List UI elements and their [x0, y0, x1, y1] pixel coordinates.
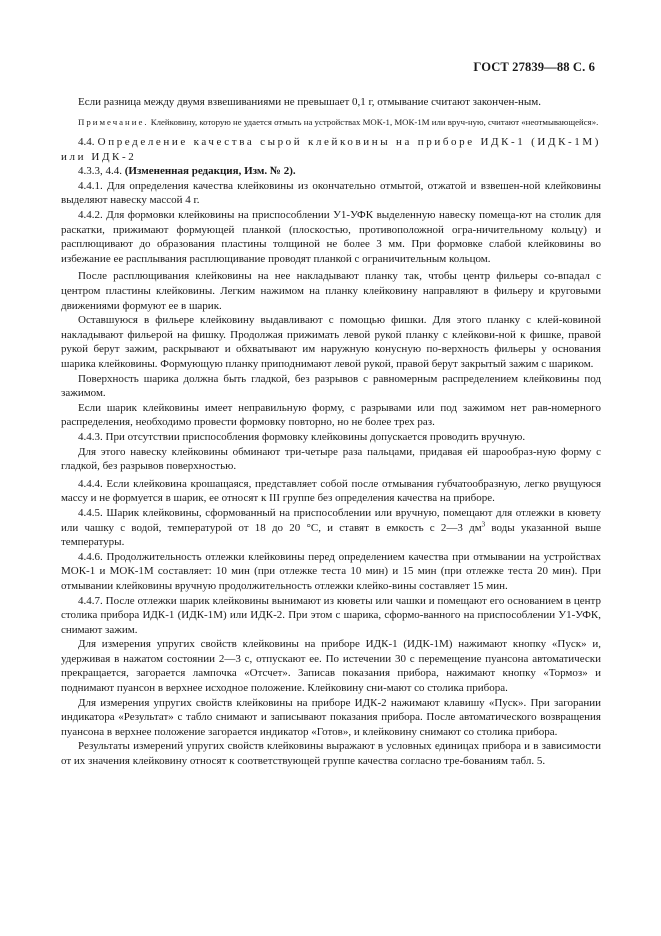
- paragraph: 4.4.1. Для определения качества клейковины из окончательно отмытой, отжатой и взвешен-ной клейковины выделяют навеску массой 4 г.: [61, 179, 601, 207]
- document-body: [61, 95, 601, 769]
- note: [61, 117, 601, 129]
- paragraph: Результаты измерений упругих свойств клейковины выражают в условных единицах прибора и в зависимости от их значения клейковину относят к соответствующей группе качества согласно тре-бованиям табл. 5.: [61, 740, 601, 768]
- paragraph-text-end: воды указанной выше температуры.: [61, 521, 601, 549]
- paragraph-text: 4.4.5. Шарик клейковины, сформованный на приспособлении или вручную, помещают для отлежки в кювету или чашку с водой, температурой от 18 до 20 °С, и ставят в емкость с 2—3 дм: [61, 506, 601, 534]
- paragraph: После расплющивания клейковины на нее накладывают планку так, чтобы центр фильеры со-впадал с центром пластины клейковины. Легким нажимом на планку клейковину направляют в фильеру и круговыми движениями формуют ее в шарик.: [61, 270, 601, 312]
- amendment-number: 4.3.3, 4.4.: [78, 165, 125, 178]
- paragraph: Для измерения упругих свойств клейковины на приборе ИДК-2 нажимают клавишу «Пуск». При загорании индикатора «Результат» с табло снимают и записывают показания прибора. После автоматического возвращения пуансона в верхнее положение загорается индикатор «Готов», и клейковину снимают со столика прибора.: [61, 696, 601, 738]
- paragraph: 4.4.2. Для формовки клейковины на приспособлении У1-УФК выделенную навеску помеща-ют на столик для раскатки, прижимают формующей планкой (плоскостью, противоположной огра-ничительному кольцу) и расплющивают до образования пластины толщиной не более 3 мм. При формовке слабой клейковины во избежание ее расплывания расплющивание проводят планкой с ограничительным кольцом.: [61, 209, 601, 265]
- amendment-line: [61, 164, 601, 179]
- paragraph: 4.4.6. Продолжительность отлежки клейковины перед определением качества при отмывании на устройствах МОК-1 и МОК-1М составляет: 10 мин (при отлежке теста 10 мин) и 15 мин (при отлежке теста 20 мин). При отмывании клейковины вручную продолжительность отлежки клейко-вины составляет 15 мин.: [61, 550, 601, 592]
- paragraph: Поверхность шарика должна быть гладкой, без разрывов с равномерным распределением клейковины под зажимом.: [61, 372, 601, 400]
- superscript: 3: [481, 519, 486, 528]
- section-number: 4.4.: [78, 136, 98, 149]
- amendment-text: (Измененная редакция, Изм. № 2).: [124, 165, 296, 178]
- note-label: Примечание.: [78, 116, 149, 127]
- note-text: Клейковину, которую не удается отмыть на устройствах МОК-1, МОК-1М или вруч-ную, считают «неотмывающейся».: [148, 116, 599, 127]
- paragraph: 4.4.3. При отсутствии приспособления формовку клейковины допускается проводить вручную.: [78, 430, 526, 443]
- section-heading: [61, 135, 601, 164]
- section-title: Определение качества сырой клейковины на приборе ИДК-1 (ИДК-1М) или ИДК-2: [61, 136, 602, 163]
- paragraph: Для этого навеску клейковины обминают три-четыре раза пальцами, придавая ей шарообраз-ную форму с гладкой, без разрывов поверхностью.: [61, 445, 601, 473]
- paragraph: 4.4.7. После отлежки шарик клейковины вынимают из кюветы или чашки и помещают его основанием в центр столика прибора ИДК-1 (ИДК-1М) или ИДК-2. При этом с шарика, сформо-ванного на приспособлении У1-УФК, снимают зажим.: [61, 594, 601, 636]
- paragraph: Если шарик клейковины имеет неправильную форму, с разрывами или под зажимом нет рав-номерного распределения, необходимо провести формовку повторно, но не более трех раз.: [61, 401, 601, 429]
- paragraph: Если разница между двумя взвешиваниями не превышает 0,1 г, отмывание считают закончен-ным.: [78, 96, 542, 108]
- paragraph: 4.4.4. Если клейковина крошащаяся, представляет собой после отмывания губчатообразную, легко рвущуюся массу и не формуется в шарик, ее относят к III группе без определения качества на приборе.: [61, 477, 601, 505]
- paragraph: Оставшуюся в фильере клейковину выдавливают с помощью фишки. Для этого планку с клей-ковиной накладывают фильерой на фишку. Продолжая прижимать левой рукой планку с клейкови-ной к фишке, правой рукой берут зажим, раскрывают и обхватывают им наружную конусную по-верхность фильеры у основания шарика клейковины. Формующую планку приподнимают левой рукой, правой берут закрытый зажим с шариком.: [61, 314, 601, 370]
- page-header: ГОСТ 27839—88 С. 6: [473, 60, 595, 74]
- paragraph: [61, 506, 601, 550]
- paragraph: Для измерения упругих свойств клейковины на приборе ИДК-1 (ИДК-1М) нажимают кнопку «Пуск» и, удерживая в нажатом состоянии 2—3 с, отпускают ее. По истечении 30 с перемещение пуансона автоматически прекращается, загорается лампочка «Отсчет». Записав показания прибора, нажимают кнопку «Тормоз» и поднимают пуансон в верхнее исходное положение. Клейковину сни-мают со столика прибора.: [61, 638, 601, 695]
